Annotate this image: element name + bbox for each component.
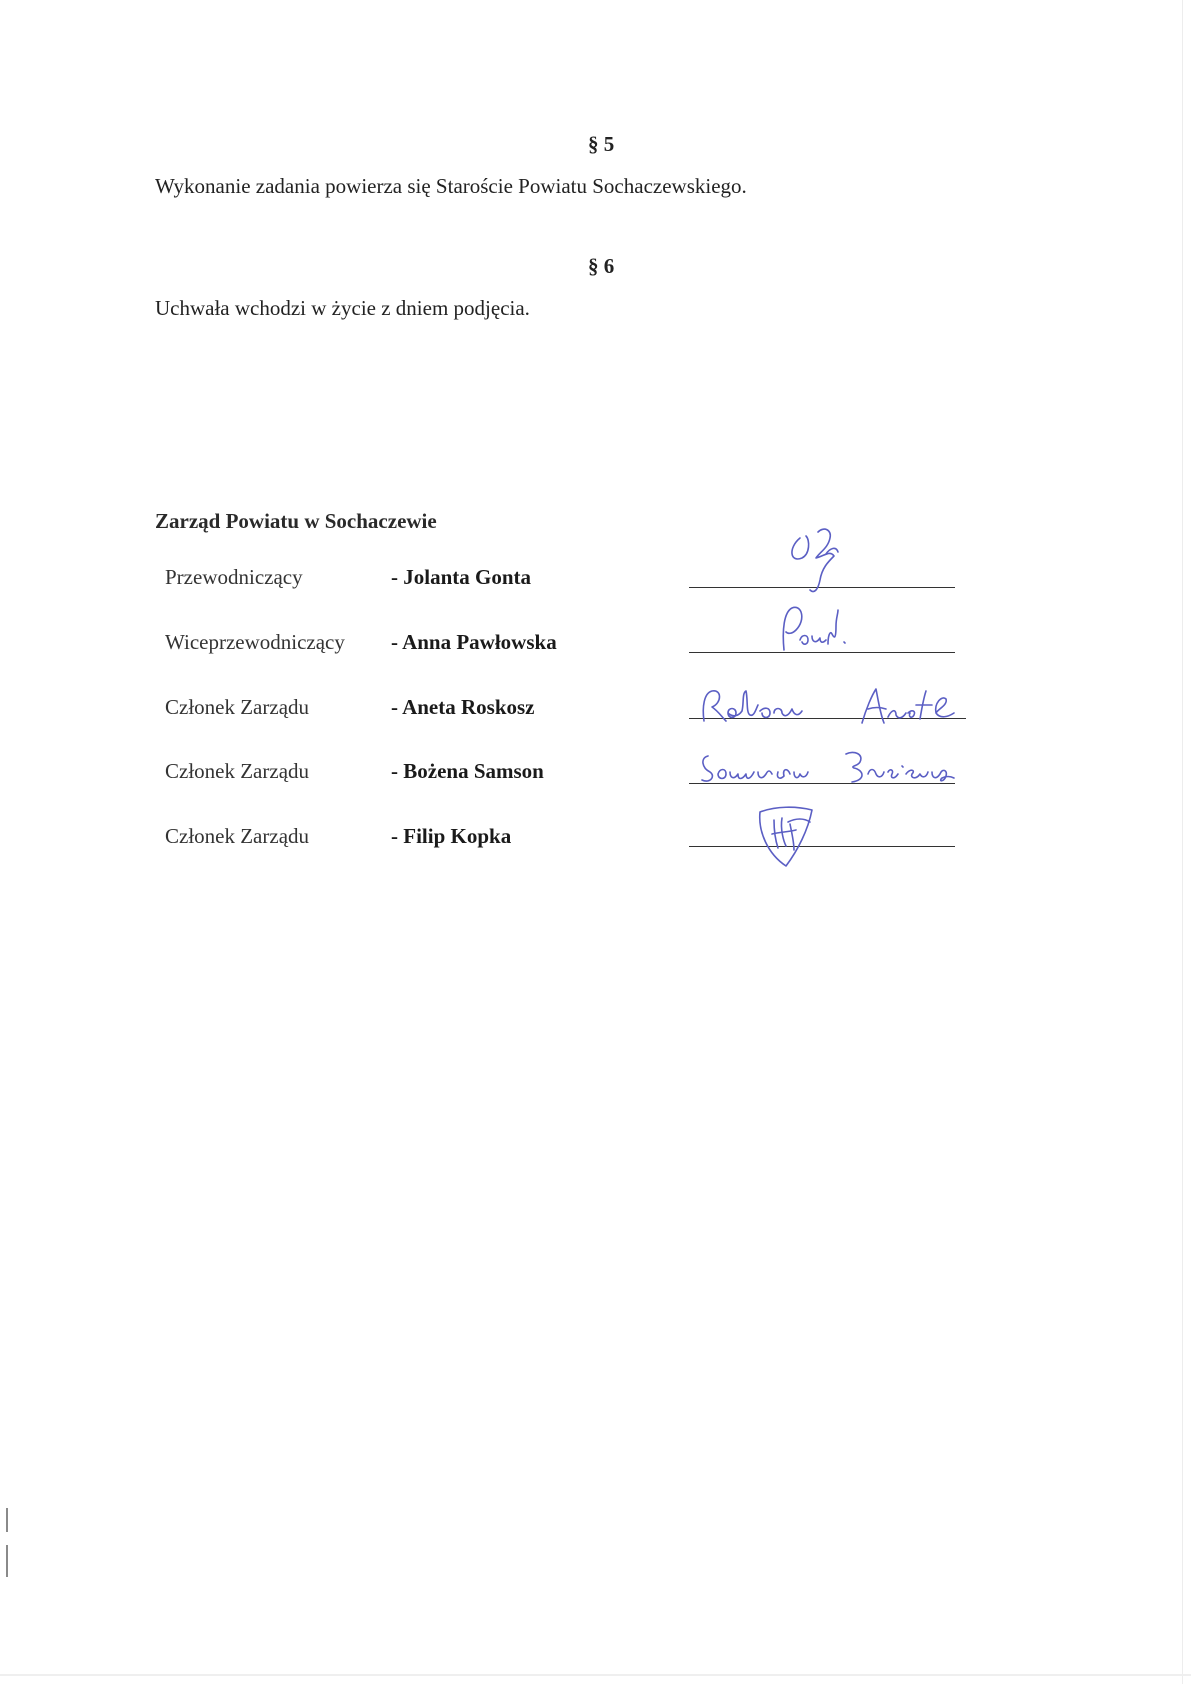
scan-mark	[6, 1545, 8, 1577]
signature-aneta-roskosz	[698, 683, 960, 729]
member-row	[0, 630, 1191, 670]
section-5-text: Wykonanie zadania powierza się Staroście Powiatu Sochaczewskiego.	[155, 174, 747, 198]
member-role: Przewodniczący	[165, 565, 303, 589]
section-6-sign: § 6	[588, 254, 615, 278]
section-6-text: Uchwała wchodzi w życie z dniem podjęcia.	[155, 296, 530, 320]
signature-anna-pawlowska	[774, 600, 854, 658]
member-name: - Filip Kopka	[391, 824, 512, 848]
member-role: Członek Zarządu	[165, 695, 310, 719]
member-role: Członek Zarządu	[165, 824, 310, 848]
member-name: - Aneta Roskosz	[391, 695, 535, 719]
signature-bozena-samson	[696, 748, 958, 788]
member-role: Członek Zarządu	[165, 759, 310, 783]
scan-mark	[6, 1508, 8, 1532]
section-5-sign: § 5	[588, 132, 615, 156]
member-row	[0, 824, 1191, 864]
signature-jolanta-gonta	[780, 518, 860, 598]
member-row	[0, 695, 1191, 735]
member-name: - Bożena Samson	[391, 759, 544, 783]
signature-line	[689, 846, 955, 847]
board-title: Zarząd Powiatu w Sochaczewie	[155, 509, 437, 533]
member-name: - Jolanta Gonta	[391, 565, 532, 589]
member-row	[0, 759, 1191, 799]
member-name: - Anna Pawłowska	[391, 630, 557, 654]
signature-filip-kopka	[752, 800, 822, 870]
scan-edge-bottom	[0, 1674, 1191, 1676]
member-row	[0, 565, 1191, 605]
member-role: Wiceprzewodniczący	[165, 630, 345, 654]
